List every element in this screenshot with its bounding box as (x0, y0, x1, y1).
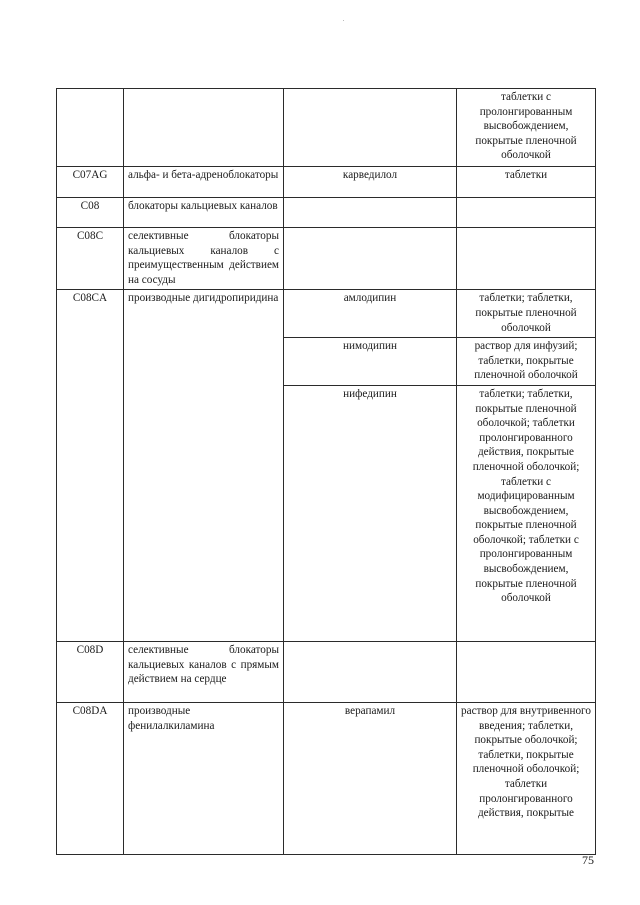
page-number: 75 (582, 853, 594, 867)
pharmacological-group-cell: селективные блокаторы кальциевых каналов с преимущественным действием на сосуды (124, 228, 284, 290)
table-row (57, 641, 596, 702)
drug-name-cell (284, 198, 457, 228)
atc-code-cell: C08CA (57, 290, 124, 642)
table-row (57, 167, 596, 198)
dosage-form-cell: таблетки; таблетки, покрытые пленочной оболочкой (457, 290, 596, 338)
table-row (57, 228, 596, 290)
dosage-form-cell (457, 641, 596, 702)
drug-name-cell: верапамил (284, 702, 457, 854)
scan-speck (343, 20, 344, 21)
drug-name-cell: нимодипин (284, 338, 457, 386)
medication-table (56, 88, 596, 855)
dosage-form-cell: раствор для внутривенного введения; таблетки, покрытые оболочкой; таблетки, покрытые пленочной оболочкой; таблетки пролонгированного действия, покрытые (457, 702, 596, 854)
dosage-form-cell: таблетки с пролонгированным высвобождением, покрытые пленочной оболочкой (457, 89, 596, 167)
drug-name-cell: карведилол (284, 167, 457, 198)
atc-code-cell: C07AG (57, 167, 124, 198)
table-row (57, 290, 596, 338)
atc-code-cell: C08 (57, 198, 124, 228)
pharmacological-group-cell (124, 89, 284, 167)
pharmacological-group-cell: селективные блокаторы кальциевых каналов с прямым действием на сердце (124, 641, 284, 702)
dosage-form-cell: раствор для инфузий; таблетки, покрытые пленочной оболочкой (457, 338, 596, 386)
dosage-form-cell: таблетки; таблетки, покрытые пленочной оболочкой; таблетки пролонгированного действия, покрытые пленочной оболочкой; таблетки с модифицированным высвобождением, покрытые пленочной оболочкой; таблетки с пролонгированным высвобождением, покрытые пленочной оболочкой (457, 385, 596, 641)
drug-name-cell: нифедипин (284, 385, 457, 641)
dosage-form-cell (457, 198, 596, 228)
dosage-form-cell: таблетки (457, 167, 596, 198)
atc-code-cell: C08C (57, 228, 124, 290)
table-row (57, 198, 596, 228)
atc-code-cell: C08D (57, 641, 124, 702)
drug-name-cell (284, 641, 457, 702)
pharmacological-group-cell: блокаторы кальциевых каналов (124, 198, 284, 228)
dosage-form-cell (457, 228, 596, 290)
table-row (57, 89, 596, 167)
atc-code-cell (57, 89, 124, 167)
pharmacological-group-cell: альфа- и бета-адреноблокаторы (124, 167, 284, 198)
table-row (57, 702, 596, 854)
drug-name-cell (284, 89, 457, 167)
atc-code-cell: C08DA (57, 702, 124, 854)
pharmacological-group-cell: производные фенилалкиламина (124, 702, 284, 854)
drug-name-cell (284, 228, 457, 290)
pharmacological-group-cell: производные дигидропиридина (124, 290, 284, 642)
drug-name-cell: амлодипин (284, 290, 457, 338)
